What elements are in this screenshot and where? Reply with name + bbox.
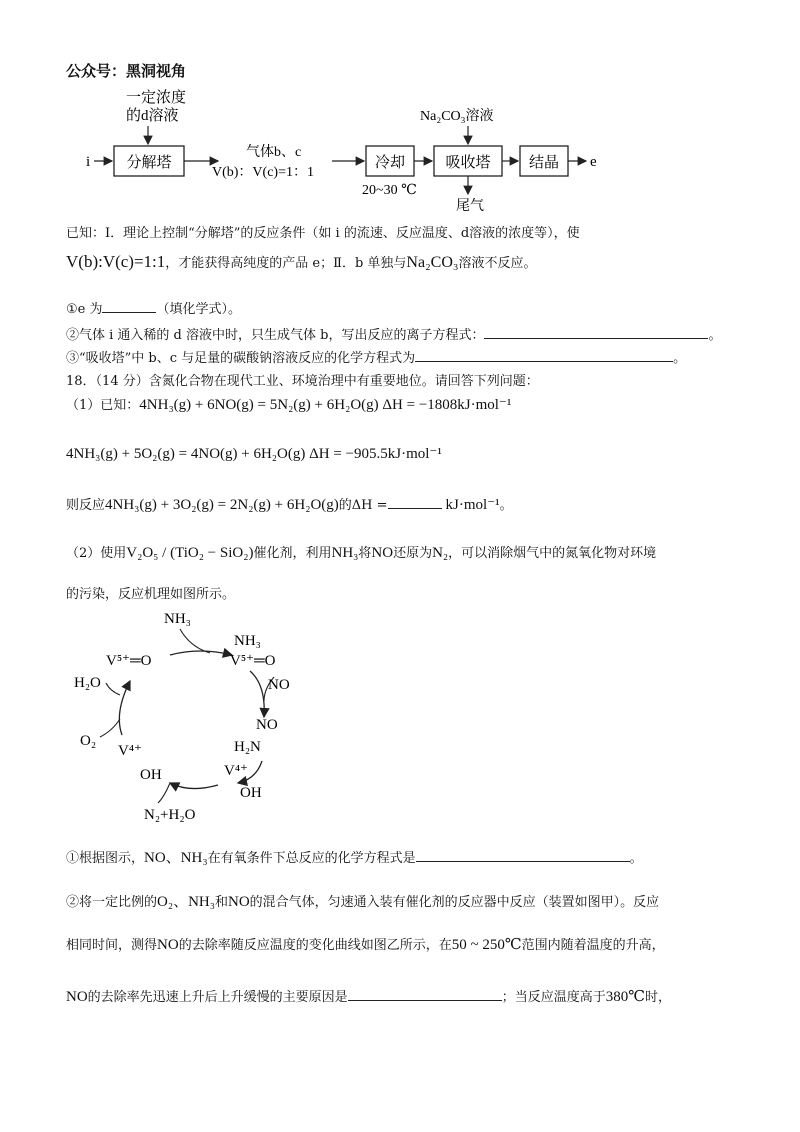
species-nh3-adduct: NH₃: [234, 633, 261, 649]
question-17-2: ②气体 i 通入稀的 d 溶液中时，只生成气体 b，写出反应的离子方程式： 。: [66, 328, 722, 343]
question-18-2-2-line-1: ②将一定比例的O₂、NH₃和NO的混合气体，匀速通入装有催化剂的反应器中反应（装置如图甲）。反应: [66, 894, 660, 910]
absorption-tower-label: 吸收塔: [445, 155, 491, 171]
answer-blank-ionic-equation[interactable]: [484, 326, 708, 339]
species-h2n-intermediate: H₂N: [234, 739, 261, 755]
equation-1: 4NH₃(g) + 6NO(g) = 5N₂(g) + 6H₂O(g) ΔH = −1808kJ·mol⁻¹: [139, 397, 512, 413]
question-18-2-2-line-3: NO的去除率先迅速上升后上升缓慢的主要原因是 ；当反应温度高于380℃时，: [66, 989, 671, 1005]
decomposition-tower-label: 分解塔: [126, 155, 172, 171]
question-17-3: ③“吸收塔”中 b、c 与足量的碳酸钠溶液反应的化学方程式为 。: [66, 351, 687, 366]
species-no-intermediate: NO: [256, 717, 278, 733]
q18-part2-line: （2）使用V₂O₅ / (TiO₂ − SiO₂)催化剂，利用NH₃将NO还原为N₂，可以消除烟气中的氮氧化物对环境: [66, 545, 657, 561]
catalyst-formula: V₂O₅ / (TiO₂ − SiO₂): [126, 545, 254, 561]
equation-3: 4NH₃(g) + 3O₂(g) = 2N₂(g) + 6H₂O(g): [105, 497, 339, 513]
answer-blank-e[interactable]: [102, 300, 156, 313]
question-18-title: 18．（14 分）含氮化合物在现代工业、环境治理中有重要地位。请回答下列问题：: [66, 374, 539, 389]
gas-bc-label: 气体b、c: [246, 145, 302, 160]
crystallization-label: 结晶: [528, 155, 560, 171]
ratio-formula: V(b):V(c)=1:1: [66, 252, 166, 271]
cooler-label: 冷却: [374, 155, 406, 171]
product-n2-h2o: N₂+H₂O: [144, 807, 196, 823]
na2co3-solution-label: Na₂CO₃溶液: [420, 109, 494, 124]
equation-2: 4NH₃(g) + 5O₂(g) = 4NO(g) + 6H₂O(g) ΔH = −905.5kJ·mol⁻¹: [66, 446, 442, 462]
species-oh-right: OH: [240, 785, 262, 801]
output-e-label: e: [590, 154, 597, 170]
d-solution-label-1: 一定浓度: [126, 90, 187, 106]
reagent-o2-left: O₂: [80, 733, 97, 749]
species-v5-oxo: V⁵⁺═O: [106, 653, 152, 669]
q18-part2-line-2: 的污染，反应机理如图所示。: [66, 587, 236, 602]
volume-ratio-label: V(b)：V(c)=1：1: [212, 165, 314, 180]
answer-blank-absorber-equation[interactable]: [415, 349, 673, 362]
answer-blank-delta-h[interactable]: [388, 496, 442, 509]
species-v5-oxo-adduct: V⁵⁺═O: [230, 653, 276, 669]
answer-blank-removal-reason[interactable]: [348, 988, 502, 1001]
question-18-2-1: ①根据图示，NO、NH₃在有氧条件下总反应的化学方程式是 。: [66, 850, 643, 866]
reagent-no-right: NO: [268, 677, 290, 693]
q18-part1-line: （1）已知：4NH₃(g) + 6NO(g) = 5N₂(g) + 6H₂O(g) ΔH = −1808kJ·mol⁻¹: [66, 397, 512, 413]
na2co3-formula: Na₂CO₃: [406, 254, 459, 271]
d-solution-label-2: 的d溶液: [126, 108, 179, 124]
tail-gas-label: 尾气: [456, 199, 484, 214]
cooling-temp-label: 20~30 ℃: [362, 183, 417, 198]
process-flow-diagram: [60, 86, 620, 216]
reaction-mechanism-diagram: [60, 603, 320, 833]
species-v4-left: V⁴⁺: [118, 743, 142, 759]
reagent-nh3-top: NH₃: [164, 611, 191, 627]
known-line-2: V(b):V(c)=1:1，才能获得高纯度的产品 e；Ⅱ．b 单独与Na₂CO₃溶液不反应。: [66, 252, 537, 271]
input-i-label: i: [86, 154, 91, 170]
known-line-1: 已知：Ⅰ．理论上控制“分解塔”的反应条件（如 i 的流速、反应温度、d溶液的浓度等），使: [66, 226, 580, 241]
species-oh-left: OH: [140, 767, 162, 783]
watermark-text: 公众号：黑洞视角: [66, 62, 187, 80]
question-17-1: ①e 为 （填化学式）。: [66, 302, 241, 317]
question-18-2-2-line-2: 相同时间，测得NO的去除率随反应温度的变化曲线如图乙所示，在50 ~ 250℃范围内随着温度的升高，: [66, 937, 665, 953]
product-h2o-left: H₂O: [74, 675, 101, 691]
answer-blank-overall-equation[interactable]: [416, 849, 630, 862]
species-v4-right: V⁴⁺: [224, 763, 248, 779]
q18-target-reaction: 则反应4NH₃(g) + 3O₂(g) = 2N₂(g) + 6H₂O(g)的ΔH = kJ·mol⁻¹。: [66, 497, 513, 513]
